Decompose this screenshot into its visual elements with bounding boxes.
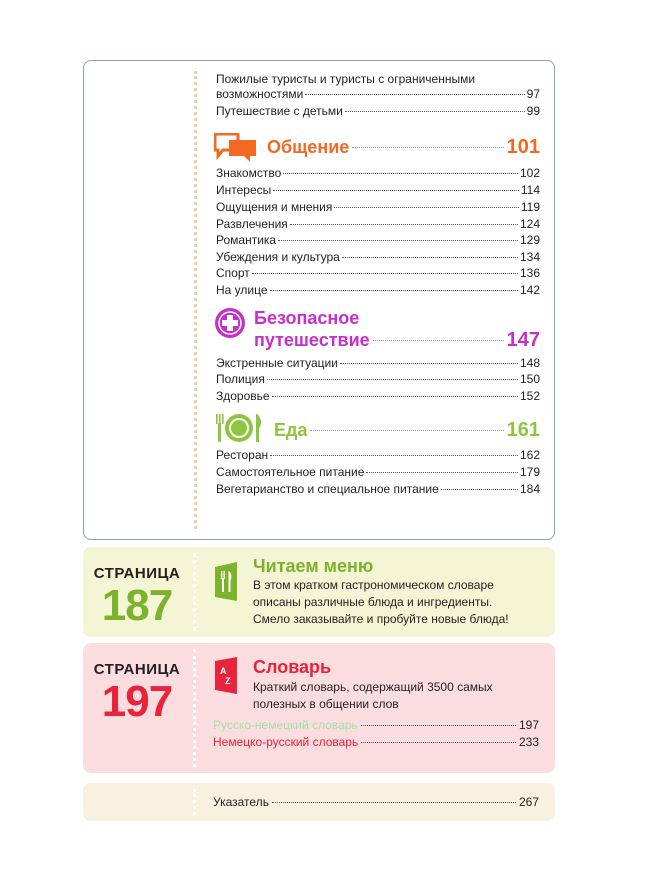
toc-entry-title: Пожилые туристы и туристы с ограниченными xyxy=(216,72,476,86)
speech-bubbles-icon xyxy=(214,133,258,168)
toc-entry[interactable]: Развлечения 124 xyxy=(216,217,540,231)
toc-entry[interactable]: Знакомство 102 xyxy=(216,166,540,180)
card-description: Краткий словарь, содержащий 3500 самых полезных в общении слов xyxy=(253,680,493,711)
card-title: Словарь xyxy=(253,657,332,677)
toc-entry[interactable]: Экстренные ситуации 148 xyxy=(216,356,540,370)
section-heading-safe-travel[interactable]: путешествие 147 xyxy=(254,329,540,351)
menu-book-icon xyxy=(213,561,241,608)
card-divider xyxy=(193,553,196,631)
page-number: 197 xyxy=(101,677,173,726)
card-divider xyxy=(193,789,196,815)
dictionary-entry-de-ru[interactable]: Немецко-русский словарь 233 xyxy=(213,735,539,749)
toc-entry[interactable]: Убеждения и культура 134 xyxy=(216,250,540,264)
toc-entry[interactable]: Вегетарианство и специальное питание 184 xyxy=(216,482,540,496)
toc-panel xyxy=(83,60,555,540)
index-card[interactable] xyxy=(83,783,555,821)
dictionary-entry-ru-de[interactable]: Русско-немецкий словарь 197 xyxy=(213,718,539,732)
toc-entry[interactable]: Здоровье 152 xyxy=(216,389,540,403)
menu-card[interactable] xyxy=(83,547,555,637)
page-number: 187 xyxy=(101,581,173,630)
svg-text:Z: Z xyxy=(225,676,231,686)
toc-entry[interactable]: Ощущения и мнения 119 xyxy=(216,200,540,214)
toc-entry[interactable]: Полиция 150 xyxy=(216,372,540,386)
toc-entry[interactable]: Спорт 136 xyxy=(216,266,540,280)
svg-text:A: A xyxy=(220,666,227,676)
card-divider xyxy=(193,649,196,767)
section-heading-communication[interactable]: Общение 101 xyxy=(267,136,540,158)
dictionary-book-icon xyxy=(213,656,241,701)
dotted-divider xyxy=(194,71,197,529)
toc-entry[interactable]: Путешествие с детьми 99 xyxy=(216,104,540,118)
section-heading-food[interactable]: Еда 161 xyxy=(274,419,540,441)
card-description: В этом кратком гастрономическом словаре описаны различные блюда и ингредиенты. Смело заказывайте и пробуйте новые блюда! xyxy=(253,578,509,626)
fork-plate-knife-icon xyxy=(214,412,264,449)
toc-entry[interactable]: Ресторан 162 xyxy=(216,448,540,462)
toc-entry[interactable]: На улице 142 xyxy=(216,283,540,297)
page-label: СТРАНИЦА xyxy=(93,565,181,582)
section-heading-safe-travel-line1[interactable]: Безопасное xyxy=(254,308,360,328)
dictionary-card[interactable] xyxy=(83,643,555,773)
toc-entry[interactable]: возможностями 97 xyxy=(216,87,540,101)
medical-cross-icon xyxy=(214,307,246,344)
index-entry[interactable]: Указатель 267 xyxy=(213,795,539,809)
page-label: СТРАНИЦА xyxy=(93,661,181,678)
card-title: Читаем меню xyxy=(253,556,374,576)
toc-entry[interactable]: Романтика 129 xyxy=(216,233,540,247)
toc-entry[interactable]: Интересы 114 xyxy=(216,183,540,197)
toc-entry[interactable]: Самостоятельное питание 179 xyxy=(216,465,540,479)
